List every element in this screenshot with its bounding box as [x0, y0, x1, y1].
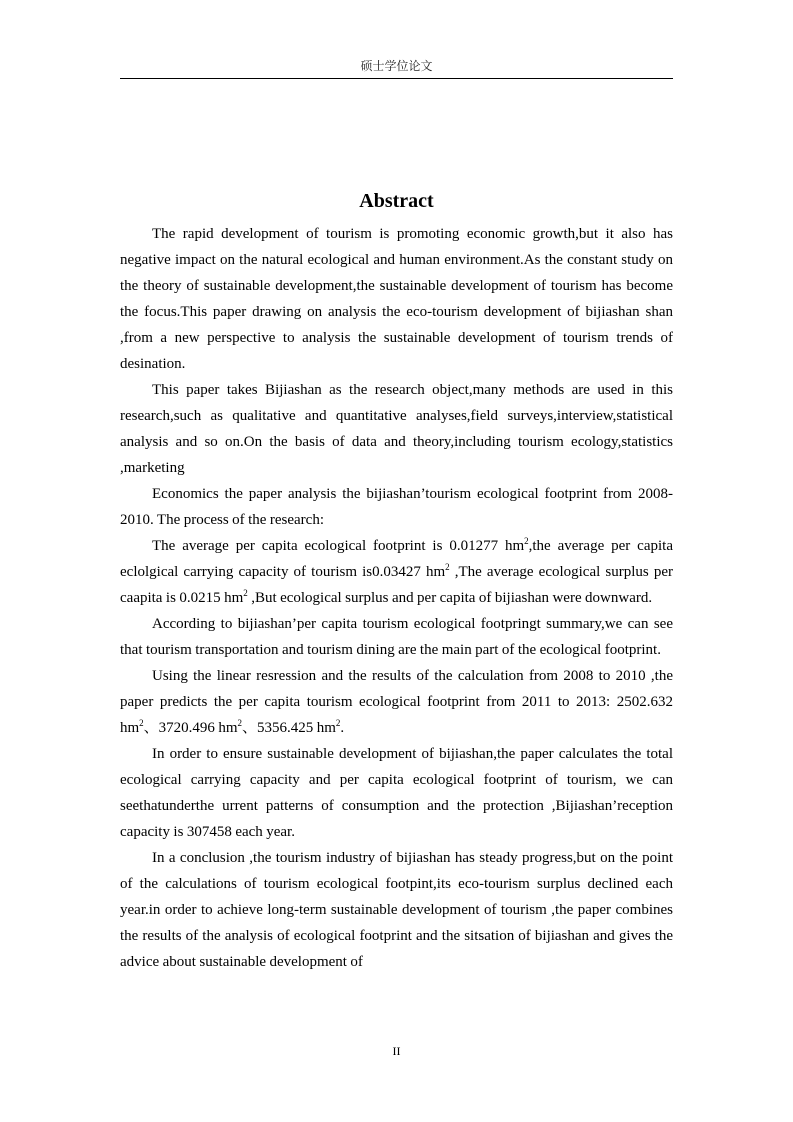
- abstract-title: Abstract: [359, 190, 434, 212]
- p6-text-d: .: [340, 720, 345, 736]
- p6-superscript-a: 2: [139, 718, 144, 728]
- p4-superscript-c: 2: [243, 588, 248, 598]
- abstract-paragraph-4: [120, 533, 673, 611]
- p4-text-a: The average per capita ecological footprint is 0.01277 hm: [152, 538, 525, 554]
- p4-text-d: ,But ecological surplus and per capita of bijiashan were downward.: [247, 590, 653, 606]
- abstract-paragraph-2: This paper takes Bijiashan as the research object,many methods are used in this research,such as qualitative and quantitative analyses,field surveys,interview,statistical analysis and so on.On the basis of data and theory,including tourism ecology,statistics ,marketing: [120, 382, 673, 476]
- abstract-paragraph-1: The rapid development of tourism is promoting economic growth,but it also has negative impact on the natural ecological and human environment.As the constant study on the theory of sustainable development,the sustainable development of tourism has become the focus.This paper drawing on analysis the eco-tourism development of bijiashan shan ,from a new perspective to analysis the sustainable development of tourism trends of desination.: [120, 226, 673, 372]
- p6-text-a: Using the linear resression and the results of the calculation from 2008 to 2010 ,the paper predicts the per capita tourism ecological footprint from 2011 to 2013: 2502.632 hm: [120, 668, 673, 736]
- p6-text-c: 、5356.425 hm: [242, 720, 336, 736]
- p4-superscript-b: 2: [445, 562, 450, 572]
- abstract-paragraph-8: In a conclusion ,the tourism industry of bijiashan has steady progress,but on the point of the calculations of tourism ecological footpint,its eco-tourism surplus declined each year.in order to achieve long-term sustainable development of tourism ,the paper combines the results of the analysis of ecological footprint and the sitsation of bijiashan and gives the advice about sustainable development of: [120, 850, 673, 970]
- p4-superscript-a: 2: [524, 536, 529, 546]
- running-header: 硕士学位论文: [360, 59, 433, 73]
- page-number: II: [392, 1044, 401, 1058]
- abstract-paragraph-3: Economics the paper analysis the bijiashan’tourism ecological footprint from 2008-2010. The process of the research:: [120, 486, 673, 528]
- p6-superscript-b: 2: [237, 718, 243, 728]
- header-rule: [120, 78, 673, 79]
- abstract-paragraph-7: In order to ensure sustainable development of bijiashan,the paper calculates the total ecological carrying capacity and per capita ecological footprint of tourism, we can seethatunderthe urrent patterns of consumption and the protection ,Bijiashan’reception capacity is 307458 each year.: [120, 746, 673, 840]
- abstract-paragraph-6: [120, 663, 673, 741]
- abstract-body: [120, 221, 673, 975]
- p6-superscript-c: 2: [335, 718, 341, 728]
- abstract-paragraph-5: According to bijiashan’per capita tourism ecological footpringt summary,we can see that tourism transportation and tourism dining are the main part of the ecological footprint.: [120, 616, 673, 658]
- p6-text-b: 、3720.496 hm: [143, 720, 238, 736]
- p4-text-c: ,The average ecological surplus per caapita is 0.0215 hm: [120, 564, 673, 606]
- p4-text-b: ,the average per capita eclolgical carrying capacity of tourism is0.03427 hm: [120, 538, 673, 580]
